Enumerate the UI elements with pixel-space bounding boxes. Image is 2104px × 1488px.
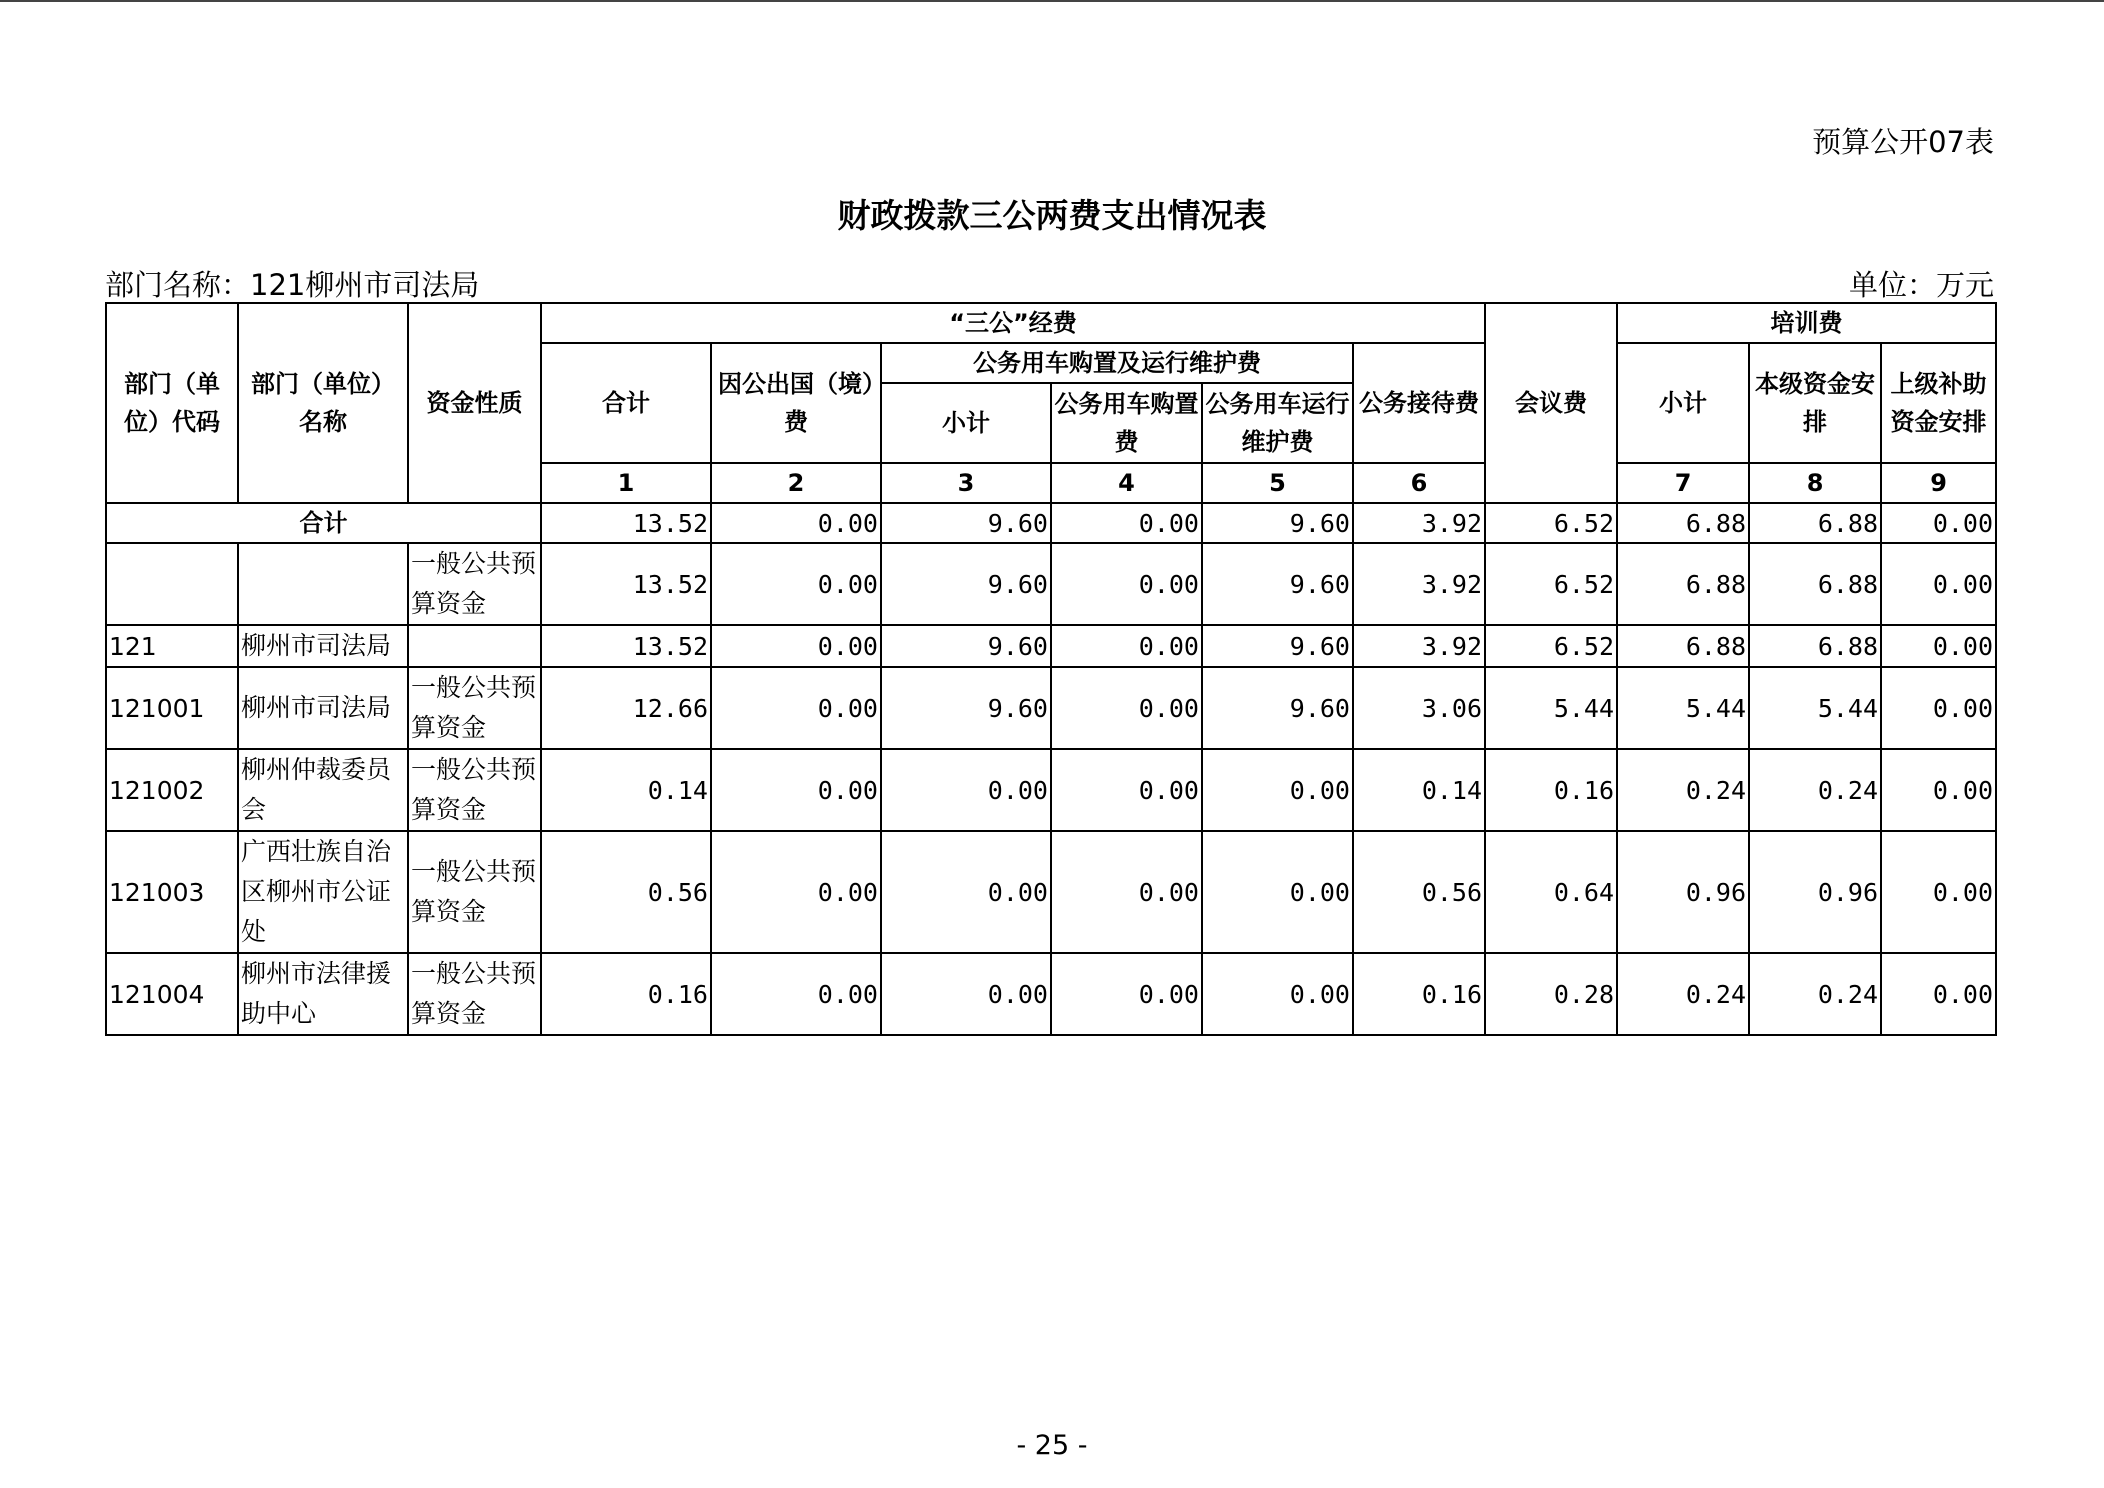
value-cell: 0.00 (1051, 831, 1202, 953)
column-number: 6 (1353, 463, 1485, 503)
column-number: 5 (1202, 463, 1353, 503)
unit-name-cell: 柳州市司法局 (238, 667, 408, 749)
value-cell: 0.28 (1485, 953, 1617, 1035)
header-total: 合计 (541, 343, 711, 463)
value-cell: 3.06 (1353, 667, 1485, 749)
value-cell: 0.16 (1485, 749, 1617, 831)
total-value-cell: 6.52 (1485, 503, 1617, 543)
header-code: 部门（单位）代码 (106, 303, 238, 503)
header-training: 培训费 (1617, 303, 1996, 343)
value-cell: 9.60 (1202, 543, 1353, 625)
value-cell: 0.96 (1617, 831, 1749, 953)
value-cell: 6.88 (1617, 543, 1749, 625)
header-car-subtotal: 小计 (881, 383, 1051, 463)
fund-type-cell (408, 625, 541, 667)
value-cell: 0.00 (1881, 543, 1996, 625)
value-cell: 13.52 (541, 625, 711, 667)
column-number: 2 (711, 463, 881, 503)
value-cell: 0.00 (711, 543, 881, 625)
value-cell: 0.00 (711, 667, 881, 749)
column-number: 1 (541, 463, 711, 503)
table-row (106, 667, 1996, 749)
header-car-purchase: 公务用车购置费 (1051, 383, 1202, 463)
value-cell: 0.00 (881, 749, 1051, 831)
total-value-cell: 0.00 (1881, 503, 1996, 543)
header-meeting: 会议费 (1485, 303, 1617, 503)
header-car-group: 公务用车购置及运行维护费 (881, 343, 1353, 383)
page-title: 财政拨款三公两费支出情况表 (837, 196, 1267, 235)
value-cell: 0.00 (1881, 667, 1996, 749)
total-value-cell: 6.88 (1749, 503, 1881, 543)
value-cell: 0.00 (1202, 953, 1353, 1035)
total-label: 合计 (106, 503, 541, 543)
value-cell: 0.24 (1749, 953, 1881, 1035)
value-cell: 9.60 (881, 625, 1051, 667)
value-cell: 0.00 (711, 625, 881, 667)
value-cell: 0.00 (1051, 667, 1202, 749)
value-cell: 12.66 (541, 667, 711, 749)
table-row (106, 831, 1996, 953)
total-value-cell: 0.00 (1051, 503, 1202, 543)
unit-name-cell (238, 543, 408, 625)
column-number: 7 (1617, 463, 1749, 503)
value-cell: 0.00 (711, 749, 881, 831)
header-car-operation: 公务用车运行维护费 (1202, 383, 1353, 463)
header-abroad: 因公出国（境）费 (711, 343, 881, 463)
value-cell: 5.44 (1485, 667, 1617, 749)
total-value-cell: 6.88 (1617, 503, 1749, 543)
value-cell: 0.00 (1881, 749, 1996, 831)
total-value-cell: 13.52 (541, 503, 711, 543)
value-cell: 0.56 (541, 831, 711, 953)
value-cell: 3.92 (1353, 625, 1485, 667)
unit-code-cell (106, 543, 238, 625)
value-cell: 9.60 (881, 543, 1051, 625)
column-number: 4 (1051, 463, 1202, 503)
header-training-upper: 上级补助资金安排 (1881, 343, 1996, 463)
header-sangong: “三公”经费 (541, 303, 1485, 343)
value-cell: 6.88 (1617, 625, 1749, 667)
unit-name-cell: 广西壮族自治区柳州市公证处 (238, 831, 408, 953)
value-cell: 6.52 (1485, 625, 1617, 667)
value-cell: 0.00 (711, 831, 881, 953)
value-cell: 0.00 (1202, 749, 1353, 831)
header-reception: 公务接待费 (1353, 343, 1485, 463)
value-cell: 0.14 (1353, 749, 1485, 831)
value-cell: 9.60 (1202, 625, 1353, 667)
department-label: 部门名称：121柳州市司法局 (105, 268, 480, 302)
unit-name-cell: 柳州市司法局 (238, 625, 408, 667)
value-cell: 0.24 (1749, 749, 1881, 831)
expenditure-table (105, 302, 1997, 1036)
column-number: 8 (1749, 463, 1881, 503)
fund-type-cell: 一般公共预算资金 (408, 667, 541, 749)
value-cell: 0.00 (1881, 625, 1996, 667)
value-cell: 5.44 (1749, 667, 1881, 749)
value-cell: 0.00 (711, 953, 881, 1035)
value-cell: 0.00 (1051, 749, 1202, 831)
form-number: 预算公开07表 (1812, 125, 1994, 159)
value-cell: 0.00 (1881, 953, 1996, 1035)
table-row (106, 543, 1996, 625)
value-cell: 3.92 (1353, 543, 1485, 625)
value-cell: 0.64 (1485, 831, 1617, 953)
table-row (106, 625, 1996, 667)
total-value-cell: 0.00 (711, 503, 881, 543)
value-cell: 0.00 (1881, 831, 1996, 953)
value-cell: 0.00 (1051, 953, 1202, 1035)
value-cell: 0.14 (541, 749, 711, 831)
table-row (106, 749, 1996, 831)
table-row (106, 953, 1996, 1035)
value-cell: 6.52 (1485, 543, 1617, 625)
value-cell: 13.52 (541, 543, 711, 625)
unit-name-cell: 柳州市法律援助中心 (238, 953, 408, 1035)
value-cell: 9.60 (881, 667, 1051, 749)
header-name: 部门（单位）名称 (238, 303, 408, 503)
value-cell: 0.00 (1051, 543, 1202, 625)
unit-code-cell: 121 (106, 625, 238, 667)
unit-label: 单位：万元 (1848, 268, 1994, 302)
header-training-subtotal: 小计 (1617, 343, 1749, 463)
value-cell: 9.60 (1202, 667, 1353, 749)
unit-code-cell: 121003 (106, 831, 238, 953)
header-training-own: 本级资金安排 (1749, 343, 1881, 463)
value-cell: 0.56 (1353, 831, 1485, 953)
value-cell: 0.00 (881, 831, 1051, 953)
top-border-line (0, 0, 2104, 2)
header-fund: 资金性质 (408, 303, 541, 503)
total-value-cell: 9.60 (1202, 503, 1353, 543)
column-number: 3 (881, 463, 1051, 503)
unit-code-cell: 121001 (106, 667, 238, 749)
fund-type-cell: 一般公共预算资金 (408, 831, 541, 953)
value-cell: 5.44 (1617, 667, 1749, 749)
column-number: 9 (1881, 463, 1996, 503)
value-cell: 0.96 (1749, 831, 1881, 953)
fund-type-cell: 一般公共预算资金 (408, 749, 541, 831)
unit-code-cell: 121002 (106, 749, 238, 831)
page-number: - 25 - (1016, 1430, 1088, 1461)
value-cell: 0.00 (1051, 625, 1202, 667)
value-cell: 0.00 (881, 953, 1051, 1035)
total-value-cell: 9.60 (881, 503, 1051, 543)
value-cell: 0.24 (1617, 953, 1749, 1035)
value-cell: 0.16 (1353, 953, 1485, 1035)
value-cell: 6.88 (1749, 543, 1881, 625)
value-cell: 6.88 (1749, 625, 1881, 667)
fund-type-cell: 一般公共预算资金 (408, 543, 541, 625)
total-value-cell: 3.92 (1353, 503, 1485, 543)
fund-type-cell: 一般公共预算资金 (408, 953, 541, 1035)
value-cell: 0.00 (1202, 831, 1353, 953)
unit-name-cell: 柳州仲裁委员会 (238, 749, 408, 831)
value-cell: 0.16 (541, 953, 711, 1035)
value-cell: 0.24 (1617, 749, 1749, 831)
unit-code-cell: 121004 (106, 953, 238, 1035)
